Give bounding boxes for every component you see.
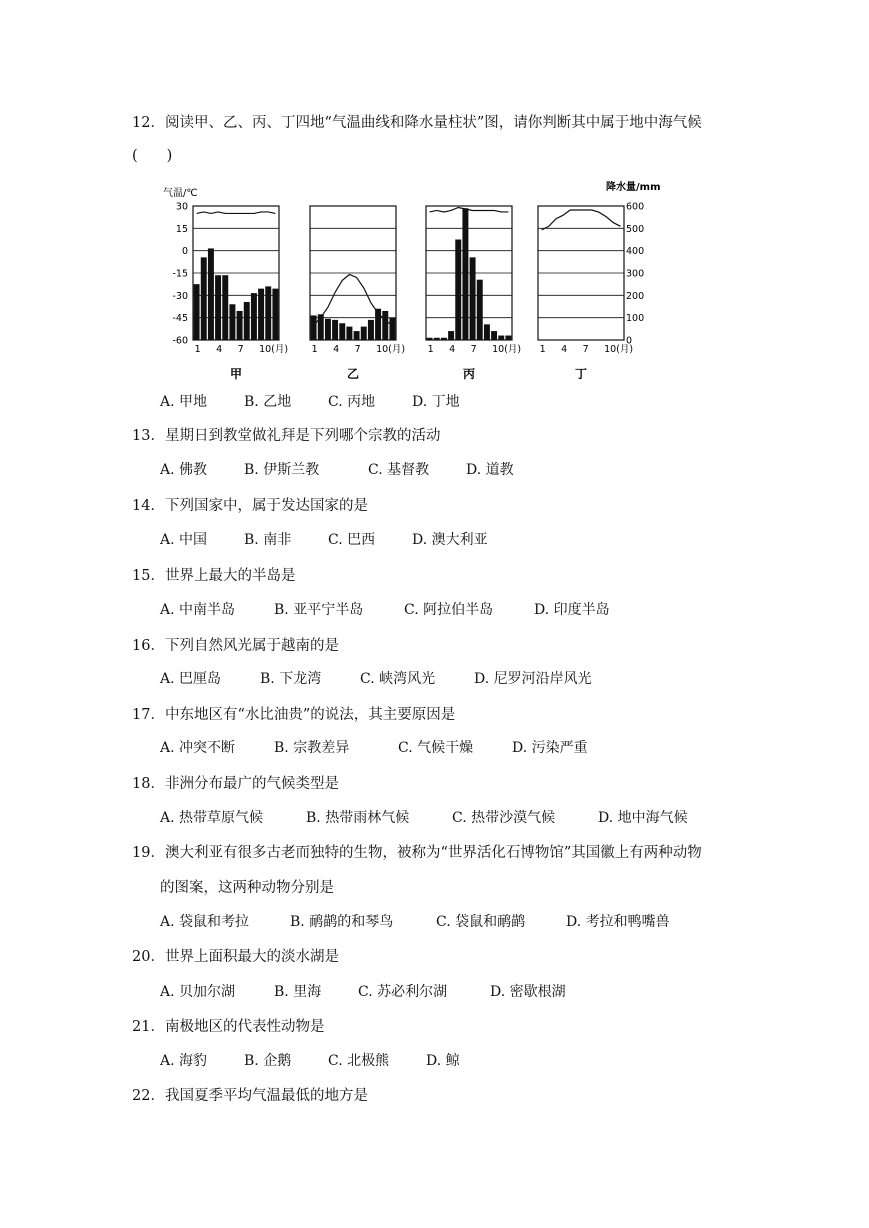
precipitation-bar xyxy=(251,293,257,340)
q19-option-c[interactable]: C. 袋鼠和鸸鹋 xyxy=(436,914,526,930)
precipitation-bar xyxy=(361,327,367,340)
precipitation-bar xyxy=(448,331,454,340)
q15-options xyxy=(160,600,610,620)
q16-stem: 16．下列自然风光属于越南的是 xyxy=(132,638,339,654)
left-tick-label: -45 xyxy=(172,313,188,325)
q13-options xyxy=(160,460,514,480)
precipitation-bar xyxy=(311,315,317,340)
right-tick-label: 100 xyxy=(626,313,645,325)
precipitation-bar xyxy=(498,336,504,340)
q18-option-a[interactable]: A. 热带草原气候 xyxy=(160,810,264,826)
q16-option-b[interactable]: B. 下龙湾 xyxy=(260,671,322,687)
month-label: 4 xyxy=(561,344,568,355)
precipitation-bar xyxy=(484,324,490,340)
month-label: 4 xyxy=(216,344,223,355)
precipitation-bar xyxy=(455,240,461,341)
q13-option-d[interactable]: D. 道教 xyxy=(466,462,514,478)
q12-stem-line1: 12．阅读甲、乙、丙、丁四地“气温曲线和降水量柱状”图，请你判断其中属于地中海气候 xyxy=(132,115,702,131)
precipitation-bar xyxy=(491,331,497,340)
precipitation-bar xyxy=(272,289,278,340)
month-label: 10(月) xyxy=(259,344,289,355)
precipitation-bar xyxy=(477,280,483,340)
q21-option-b[interactable]: B. 企鹅 xyxy=(244,1053,292,1069)
q13-option-b[interactable]: B. 伊斯兰教 xyxy=(244,462,320,478)
month-label: 1 xyxy=(427,344,434,355)
q17-option-a[interactable]: A. 冲突不断 xyxy=(160,740,236,756)
q12-options xyxy=(160,392,460,412)
q18-option-c[interactable]: C. 热带沙漠气候 xyxy=(452,810,556,826)
climate-panel xyxy=(538,206,633,381)
precipitation-bar xyxy=(434,338,440,340)
q21-stem: 21．南极地区的代表性动物是 xyxy=(132,1019,325,1035)
month-label: 10(月) xyxy=(604,344,634,355)
q21-option-d[interactable]: D. 鲸 xyxy=(426,1053,460,1069)
q19-stem-line2: 的图案，这两种动物分别是 xyxy=(160,880,334,896)
temperature-curve xyxy=(542,210,621,230)
q17-option-c[interactable]: C. 气候干燥 xyxy=(398,740,474,756)
q16-option-c[interactable]: C. 峡湾风光 xyxy=(360,671,436,687)
q16-option-d[interactable]: D. 尼罗河沿岸风光 xyxy=(474,671,592,687)
q12-option-c[interactable]: C. 丙地 xyxy=(328,394,376,410)
q14-option-d[interactable]: D. 澳大利亚 xyxy=(412,532,488,548)
q18-stem: 18．非洲分布最广的气候类型是 xyxy=(132,776,339,792)
precipitation-bar xyxy=(382,311,388,340)
month-label: 1 xyxy=(311,344,318,355)
precipitation-bar xyxy=(354,331,360,340)
q21-option-c[interactable]: C. 北极熊 xyxy=(328,1053,390,1069)
q19-option-b[interactable]: B. 鸸鹋的和琴鸟 xyxy=(290,914,394,930)
left-axis-title: 气温/℃ xyxy=(163,188,198,199)
right-tick-label: 200 xyxy=(626,290,645,302)
q18-options xyxy=(160,808,688,828)
q13-option-a[interactable]: A. 佛教 xyxy=(160,462,208,478)
left-tick-label: 15 xyxy=(175,223,188,235)
q15-option-c[interactable]: C. 阿拉伯半岛 xyxy=(404,602,494,618)
q18-option-b[interactable]: B. 热带雨林气候 xyxy=(306,810,410,826)
precipitation-bar xyxy=(258,289,264,340)
precipitation-bar xyxy=(237,311,243,340)
q19-option-a[interactable]: A. 袋鼠和考拉 xyxy=(160,914,250,930)
climate-panel xyxy=(426,206,521,381)
q14-option-c[interactable]: C. 巴西 xyxy=(328,532,376,548)
q22-stem: 22．我国夏季平均气温最低的地方是 xyxy=(132,1088,368,1104)
q16-options xyxy=(160,669,592,689)
precipitation-bar xyxy=(441,338,447,340)
q19-stem-line1: 19．澳大利亚有很多古老而独特的生物，被称为“世界活化石博物馆”其国徽上有两种动物 xyxy=(132,845,702,861)
q15-option-d[interactable]: D. 印度半岛 xyxy=(534,602,610,618)
precipitation-bar xyxy=(339,323,345,340)
q14-stem: 14．下列国家中，属于发达国家的是 xyxy=(132,498,368,514)
temperature-curve xyxy=(430,207,509,211)
q17-option-d[interactable]: D. 污染严重 xyxy=(512,740,588,756)
q17-options xyxy=(160,738,588,758)
precipitation-bar xyxy=(389,318,395,340)
panel-label: 乙 xyxy=(347,367,360,381)
q12-option-d[interactable]: D. 丁地 xyxy=(412,394,460,410)
precipitation-bar xyxy=(462,208,468,340)
q16-option-a[interactable]: A. 巴厘岛 xyxy=(160,671,222,687)
precipitation-bar xyxy=(222,275,228,340)
q15-option-b[interactable]: B. 亚平宁半岛 xyxy=(274,602,364,618)
left-tick-label: -30 xyxy=(172,290,188,302)
left-tick-label: 0 xyxy=(181,246,188,258)
precipitation-bar xyxy=(244,302,250,340)
climate-panel xyxy=(193,206,288,381)
q20-option-b[interactable]: B. 里海 xyxy=(274,984,322,1000)
q18-option-d[interactable]: D. 地中海气候 xyxy=(598,810,688,826)
month-label: 1 xyxy=(194,344,201,355)
month-label: 7 xyxy=(582,344,589,355)
q17-stem: 17．中东地区有“水比油贵”的说法，其主要原因是 xyxy=(132,707,456,723)
temperature-curve xyxy=(197,212,276,213)
panel-label: 丙 xyxy=(463,367,476,381)
precipitation-bar xyxy=(427,338,433,340)
month-label: 4 xyxy=(333,344,340,355)
panel-label: 丁 xyxy=(575,367,588,381)
right-axis-title: 降水量/mm xyxy=(606,182,661,193)
right-tick-label: 600 xyxy=(626,201,645,213)
q20-stem: 20．世界上面积最大的淡水湖是 xyxy=(132,949,339,965)
climate-panel xyxy=(310,206,405,381)
q14-option-a[interactable]: A. 中国 xyxy=(160,532,208,548)
month-label: 4 xyxy=(449,344,456,355)
left-tick-label: -15 xyxy=(172,268,188,280)
q20-options xyxy=(160,982,566,1002)
month-label: 7 xyxy=(470,344,477,355)
q14-option-b[interactable]: B. 南非 xyxy=(244,532,292,548)
q13-option-c[interactable]: C. 基督教 xyxy=(368,462,430,478)
precipitation-bar xyxy=(332,320,338,340)
left-tick-label: 30 xyxy=(175,201,188,213)
q19-options xyxy=(160,912,670,932)
precipitation-bar xyxy=(208,248,214,340)
q14-options xyxy=(160,530,488,550)
precipitation-bar xyxy=(194,284,200,340)
month-label: 7 xyxy=(237,344,244,355)
precipitation-bar xyxy=(325,319,331,340)
climate-charts-svg xyxy=(160,180,700,385)
q15-option-a[interactable]: A. 中南半岛 xyxy=(160,602,236,618)
q20-option-c[interactable]: C. 苏必利尔湖 xyxy=(358,984,448,1000)
month-label: 7 xyxy=(354,344,361,355)
precipitation-bar xyxy=(229,304,235,340)
panel-label: 甲 xyxy=(230,367,243,381)
precipitation-bar xyxy=(265,286,271,340)
q15-stem: 15．世界上最大的半岛是 xyxy=(132,568,296,584)
precipitation-bar xyxy=(201,257,207,340)
q12-option-a[interactable]: A. 甲地 xyxy=(160,394,208,410)
q12-stem-line2: ( ) xyxy=(132,148,173,164)
q13-stem: 13．星期日到教堂做礼拜是下列哪个宗教的活动 xyxy=(132,428,441,444)
precipitation-bar xyxy=(505,336,511,340)
q21-options xyxy=(160,1051,460,1071)
q19-option-d[interactable]: D. 考拉和鸭嘴兽 xyxy=(566,914,670,930)
q21-option-a[interactable]: A. 海豹 xyxy=(160,1053,208,1069)
q20-option-d[interactable]: D. 密歇根湖 xyxy=(490,984,566,1000)
right-tick-label: 300 xyxy=(626,268,645,280)
precipitation-bar xyxy=(346,327,352,340)
month-label: 1 xyxy=(539,344,546,355)
q20-option-a[interactable]: A. 贝加尔湖 xyxy=(160,984,236,1000)
month-label: 10(月) xyxy=(376,344,406,355)
precipitation-bar xyxy=(368,320,374,340)
left-tick-label: -60 xyxy=(172,335,188,347)
month-label: 10(月) xyxy=(492,344,522,355)
precipitation-bar xyxy=(470,257,476,340)
precipitation-bar xyxy=(215,275,221,340)
q12-option-b[interactable]: B. 乙地 xyxy=(244,394,292,410)
climate-charts-figure xyxy=(160,180,700,385)
right-tick-label: 400 xyxy=(626,246,645,258)
right-tick-label: 0 xyxy=(626,335,633,347)
q17-option-b[interactable]: B. 宗教差异 xyxy=(274,740,350,756)
right-tick-label: 500 xyxy=(626,223,645,235)
